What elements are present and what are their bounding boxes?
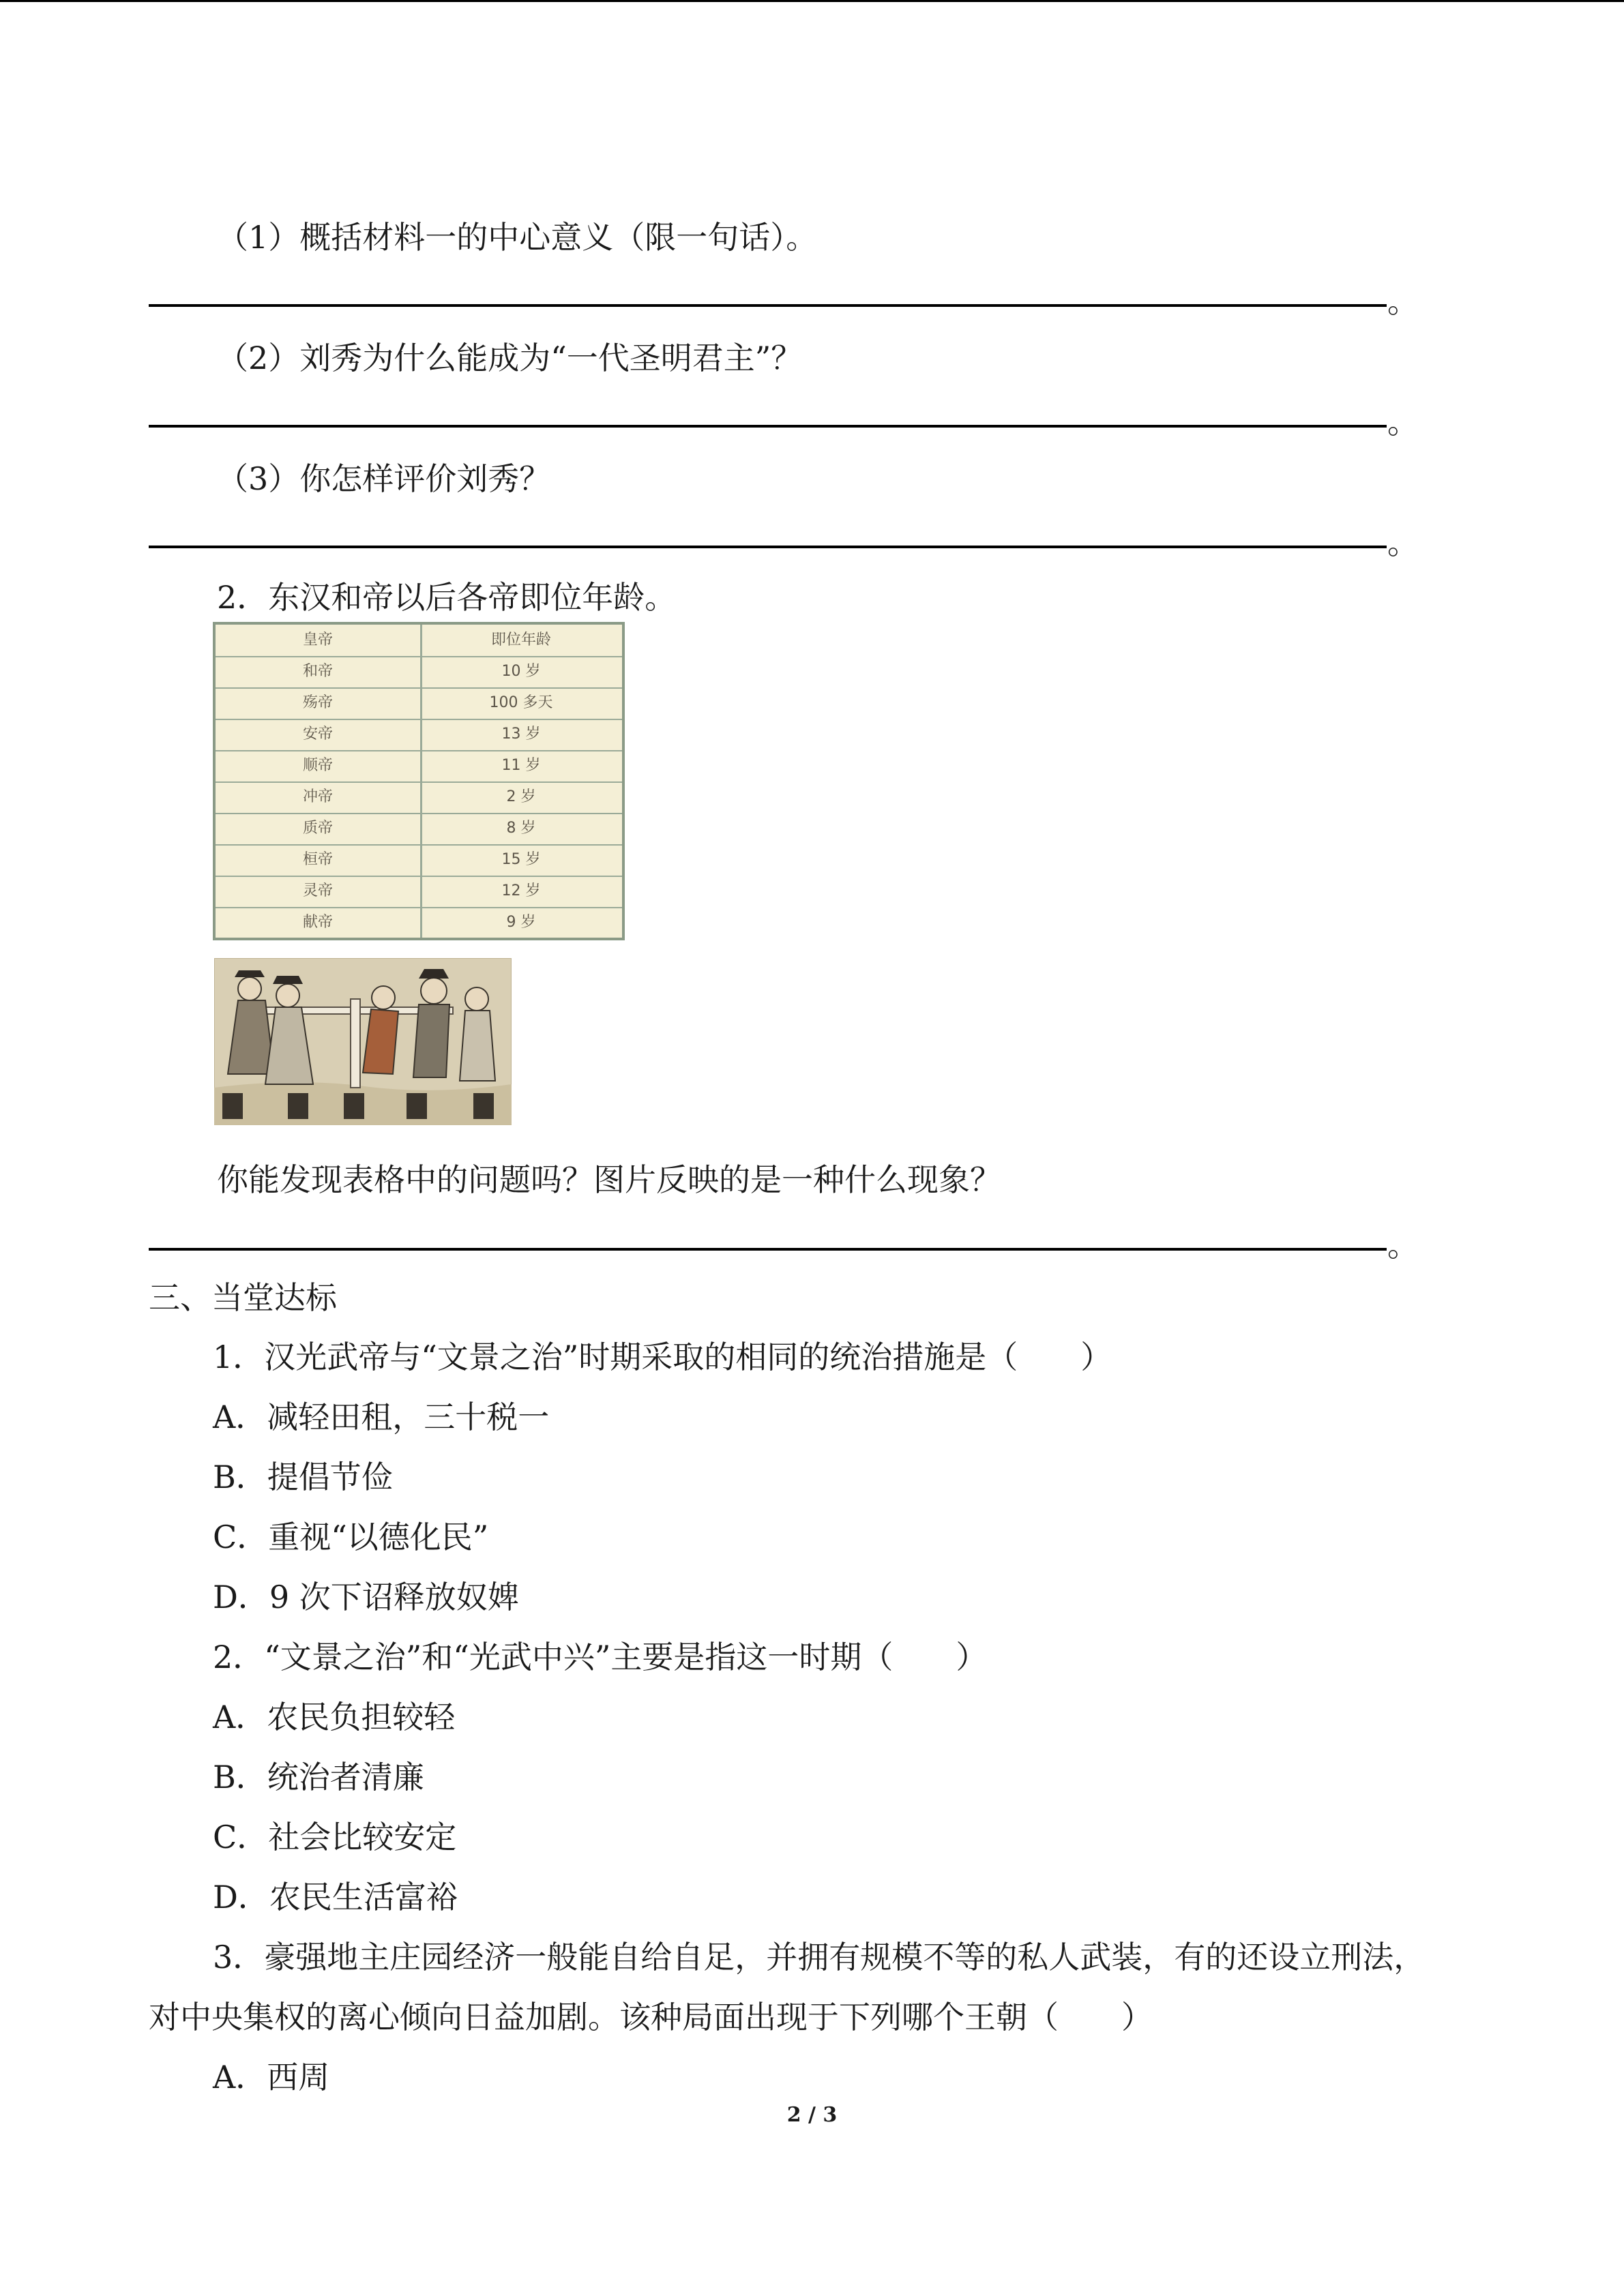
- age-cell: 10 岁: [501, 663, 541, 680]
- mc-option[interactable]: C．社会比较安定: [213, 1819, 457, 1855]
- answer-line-2[interactable]: [149, 425, 1387, 428]
- emperor-cell: 冲帝: [302, 788, 333, 805]
- table-row: [216, 719, 622, 751]
- question-2-prompt: 你能发现表格中的问题吗？图片反映的是一种什么现象？: [217, 1161, 1001, 1198]
- table-row: [216, 907, 622, 938]
- table-header-age: 即位年龄: [490, 631, 551, 648]
- emperor-age-table: [213, 622, 625, 940]
- table-row: [216, 656, 622, 689]
- answer-line-end: 。: [1387, 283, 1419, 320]
- emperor-cell: 安帝: [302, 726, 333, 743]
- mc-option[interactable]: A．农民负担较轻: [213, 1699, 456, 1735]
- question-1-1: （1）概括材料一的中心意义（限一句话）。: [217, 219, 818, 256]
- age-cell: 8 岁: [506, 820, 536, 837]
- question-2: 2．东汉和帝以后各帝即位年龄。: [217, 579, 677, 616]
- table-row: [216, 750, 622, 783]
- mc-option[interactable]: B．提倡节俭: [213, 1459, 393, 1495]
- mc-question-continued: 对中央集权的离心倾向日益加剧。该种局面出现于下列哪个王朝（ ）: [149, 1999, 1153, 2036]
- table-row: [216, 781, 622, 814]
- page-top-border: [0, 0, 1624, 2]
- mc-option[interactable]: B．统治者清廉: [213, 1759, 424, 1795]
- mc-option[interactable]: C．重视“以德化民”: [213, 1519, 489, 1555]
- mc-option[interactable]: D．农民生活富裕: [213, 1879, 458, 1915]
- table-row: [216, 687, 622, 720]
- table-header-row: [216, 625, 622, 657]
- emperor-cell: 殇帝: [302, 694, 333, 711]
- question-1-2: （2）刘秀为什么能成为“一代圣明君主”？: [217, 340, 803, 376]
- table-row: [216, 844, 622, 877]
- mc-option[interactable]: A．西周: [213, 2059, 330, 2096]
- table-row: [216, 876, 622, 908]
- question-1-3: （3）你怎样评价刘秀？: [217, 460, 551, 497]
- emperor-cell: 献帝: [302, 914, 333, 931]
- age-cell: 11 岁: [501, 757, 541, 774]
- emperor-cell: 桓帝: [302, 851, 333, 868]
- section-3-title: 三、当堂达标: [149, 1279, 337, 1316]
- mc-question: 2．“文景之治”和“光武中兴”主要是指这一时期（ ）: [213, 1639, 988, 1675]
- table-row: [216, 813, 622, 846]
- answer-line-1[interactable]: [149, 304, 1387, 307]
- age-cell: 12 岁: [501, 882, 541, 899]
- emperor-cell: 灵帝: [302, 882, 333, 899]
- page-number: 2 / 3: [786, 2103, 838, 2127]
- mc-question: 1．汉光武帝与“文景之治”时期采取的相同的统治措施是（ ）: [213, 1339, 1112, 1375]
- mc-option[interactable]: A．减轻田租，三十税一: [213, 1399, 550, 1435]
- emperor-cell: 和帝: [302, 663, 333, 680]
- age-cell: 100 多天: [489, 694, 553, 711]
- mc-question: 3．豪强地主庄园经济一般能自给自足，并拥有规模不等的私人武装，有的还设立刑法，: [213, 1939, 1426, 1976]
- answer-line-3[interactable]: [149, 546, 1387, 548]
- answer-line-end: 。: [1387, 524, 1419, 561]
- answer-line-4[interactable]: [149, 1248, 1387, 1251]
- emperor-cell: 顺帝: [302, 757, 333, 774]
- age-cell: 13 岁: [501, 726, 541, 743]
- tug-of-power-illustration: [214, 958, 512, 1125]
- answer-line-end: 。: [1387, 404, 1419, 441]
- emperor-cell: 质帝: [302, 820, 333, 837]
- table-header-emperor: 皇帝: [302, 631, 333, 648]
- age-cell: 2 岁: [506, 788, 536, 805]
- age-cell: 15 岁: [501, 851, 541, 868]
- age-cell: 9 岁: [506, 914, 536, 931]
- mc-option[interactable]: D．9 次下诏释放奴婢: [213, 1579, 519, 1615]
- answer-line-end: 。: [1387, 1227, 1419, 1264]
